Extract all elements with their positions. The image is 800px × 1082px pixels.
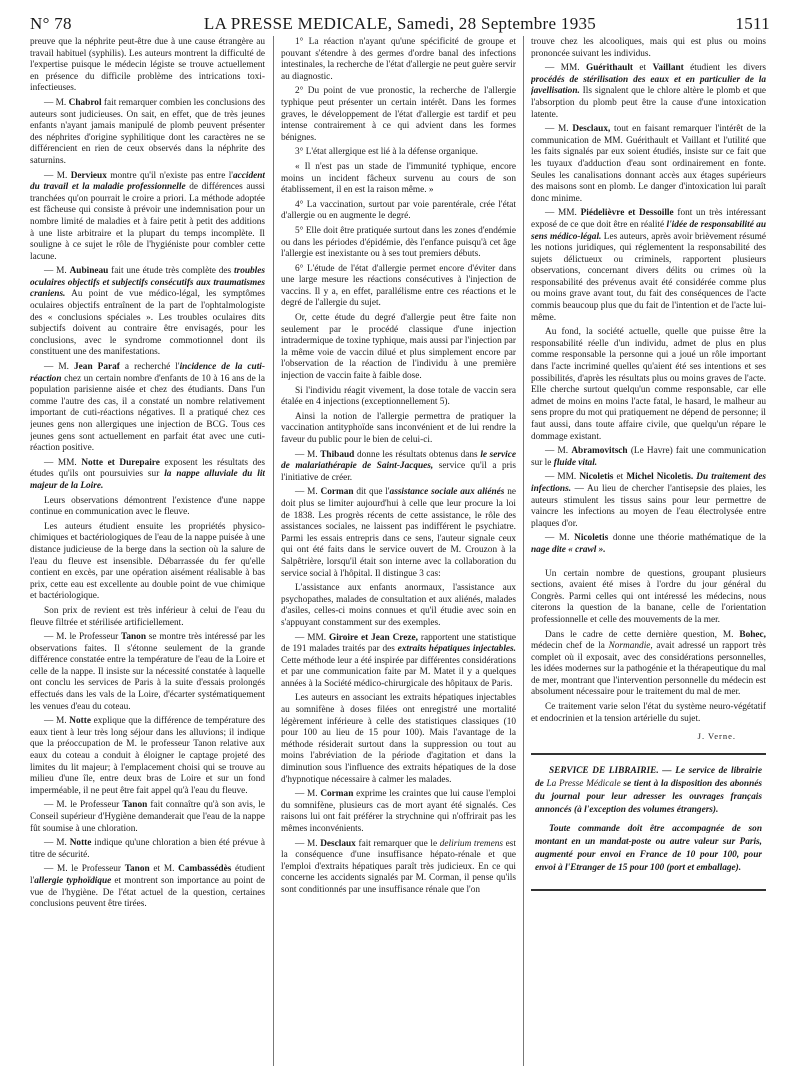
paragraph: Or, cette étude du degré d'allergie peut être faite non seulement par le procédé classique d'une injection intradermique de toxine typhique, mais aussi par l'injection par la même voie de vaccin dilué et plus simplement encore par l'observation de la réaction de l'individu à une première injection de vaccin faite à faible dose. — [281, 313, 516, 382]
author-name: Guérithault — [586, 63, 634, 74]
paragraph: — M. Desclaux, tout en faisant remarquer l'intérêt de la communication de MM. Guérithault et Vaillant et l'utilité que les faits signalés par eux soient étudiés, insiste sur ce fait que les tuyaux d'adduction d'eau sont ordinairement en fonte. Seules les canalisations donnant accès aux étages supérieurs des maisons sont en plomb. Le danger d'intoxication lui paraît donc minime. — [531, 124, 766, 204]
column-middle — [281, 37, 516, 1072]
author-name: Corman — [320, 789, 354, 800]
paragraph: — M. le Professeur Tanon et M. Cambassédès étudient l'allergie typhoïdique et montrent son importance au point de vue de l'hygiène. De l'état actuel de la question, certaines conclusions peuvent être tirées. — [30, 864, 265, 910]
topic-title: le service de malariathérapie de Saint-Jacques, — [281, 449, 516, 472]
paragraph: — MM. Giroire et Jean Creze, rapportent une statistique de 191 malades traités par des extraits hépatiques injectables. Cette méthode leur a été inspirée par différentes considérations et par une communication faite par M. Matet il y a quelques années à la Société médico-chirurgicale des hôpitaux de Paris. — [281, 632, 516, 689]
paragraph: Au fond, la société actuelle, quelle que puisse être la responsabilité réelle d'un individu, admet de plus en plus comme responsable la personne qui a joué un rôle important dans l'acte incriminé quelles qu'aient été ses intentions et ses possibilités, d'après les résultats plus ou moins graves de l'acte. Elle cherche surtout quelqu'un comme responsable, car elle admet de moins en moins l'acte fatal, le hasard, le malheur au sens propre du mot qui pratiquement ne dépend de personne; il faut aussi, dans toute affaire civile, que quelqu'un répare le dommage existant. — [531, 327, 766, 442]
author-name: Piédelièvre et Dessoille — [580, 208, 674, 219]
author-name: Aubineau — [69, 266, 109, 277]
author-name: Chabrol — [68, 97, 102, 108]
paragraph: Ainsi la notion de l'allergie permettra de pratiquer la vaccination antityphoïde sans inconvénient et de lui rendre la faveur du public pour le bien de celui-ci. — [281, 411, 516, 445]
author-name: Giroire et Jean Creze, — [328, 632, 418, 643]
notice-paragraph: SERVICE DE LIBRAIRIE. — Le service de librairie de La Presse Médicale se tient à la disposition des abonnés du journal pour leur adresser les ouvrages français annoncés (à l'exception des volumes étrangers). — [535, 765, 762, 815]
paragraph: — M. Thibaud donne les résultats obtenus dans le service de malariathérapie de Saint-Jacques, service qu'il a pris l'initiative de créer. — [281, 449, 516, 483]
topic-title: troubles oculaires objectifs et subjectifs consécutifs aux traumatismes craniens. — [30, 266, 265, 300]
paragraph: — M. Chabrol fait remarquer combien les conclusions des auteurs sont judicieuses. On sait, en effet, que de très jeunes enfants n'ayant jamais manipulé de plomb peuvent présenter des néphrites d'origine syphilitique dont les caractères ne se différencient en rien de ceux observés dans la néphrite des saturnins. — [30, 97, 265, 166]
author-name: Tanon — [124, 864, 150, 875]
topic-title: assistance sociale aux aliénés — [389, 487, 505, 498]
paragraph: 3° L'état allergique est lié à la défense organique. — [295, 147, 478, 158]
paragraph: 4° La vaccination, surtout par voie parentérale, crée l'état d'allergie ou en augmente le degré. — [281, 199, 516, 222]
author-name: Nicoletis — [574, 533, 609, 544]
paragraph: « Il n'est pas un stade de l'immunité typhique, encore moins un incident fâcheux survenu au cours de son établissement, il en est la raison même. » — [281, 161, 516, 196]
paragraph: — M. Aubineau fait une étude très complète des troubles oculaires objectifs et subjectifs consécutifs aux traumatismes craniens. Au point de vue médico-légal, les symptômes oculaires objectifs entraînent de la part de l'ophtalmologiste des « conclusions spéciales ». Les troubles oculaires dits subjectifs doivent au contraire être envisagés, pour les conclusions, avec le syndrome commotionnel dont ils constituent une des manifestations. — [30, 266, 265, 358]
paragraph: — M. Notte indique qu'une chloration a bien été prévue à titre de sécurité. — [30, 838, 265, 860]
paragraph: 2° Du point de vue pronostic, la recherche de l'allergie typhique peut présenter un certain intérêt. Dans les formes graves, le développement de l'état d'allergie est tardif et peu intense contrairement à ce qui advient dans les formes bénignes. — [281, 86, 516, 143]
author-name: Notte et Durepaire — [81, 457, 160, 468]
paragraph: Si l'individu réagit vivement, la dose totale de vaccin sera étalée en 4 injections (exceptionnellement 5). — [281, 385, 516, 408]
author-name: Corman — [320, 487, 354, 498]
paragraph: — M. Nicoletis donne une théorie mathématique de la nage dite « crawl ». — [531, 533, 766, 555]
paragraph: — M. Notte explique que la différence de température des eaux tient à leur très long séjour dans les alluvions; il indique que la préoccupation de M. le professeur Tanon relative aux eaux du coteau a conduit à éloigner le captage projeté des limites du lit majeur; à l'emplacement choisi qui se trouve au milieu d'une île, entre deux bras de Loire et sur un fond imperméable, il ne peut être fait appel qu'à l'eau du fleuve. — [30, 716, 265, 796]
paragraph: — M. Corman exprime les craintes que lui cause l'emploi du somnifène, plusieurs cas de mort ayant été signalés. Ces raisons lui ont fait préférer la strychnine qui n'offrirait pas les mêmes inconvénients. — [281, 789, 516, 834]
paragraph: trouve chez les alcooliques, mais qui est plus ou moins prononcée suivant les individus. — [531, 37, 766, 59]
author-name: Jean Paraf — [74, 362, 120, 373]
author-name: Cambassédès — [178, 864, 232, 875]
spacer — [531, 560, 766, 566]
paragraph: 6° L'étude de l'état d'allergie permet encore d'éviter dans une large mesure les réactions consécutives à l'injection de vaccins. Il y a, en effet, parallélisme entre ces réactions et le degré de l'allergie du sujet. — [281, 263, 516, 309]
author-name: Desclaux, — [572, 124, 611, 135]
topic-title: fluide vital. — [553, 457, 598, 468]
library-service-notice — [531, 753, 766, 891]
author-name: Notte — [69, 716, 91, 727]
column-divider — [273, 36, 274, 1066]
paragraph: Leurs observations démontrent l'existence d'une nappe continue en communication avec le fleuve. — [30, 495, 265, 518]
issue-number: N° 78 — [30, 14, 72, 33]
topic-title: incidence de la cuti-réaction — [30, 362, 265, 384]
paragraph: preuve que la néphrite peut-être due à une cause étrangère au travail habituel (syphilis). Les auteurs montrent la difficulté de l'expertise puisque le médecin légiste se trouve actuellement en présence du difficile problème des intrications toxi-infectieuses. — [30, 37, 265, 94]
paragraph: — MM. Notte et Durepaire exposent les résultats des études qu'ils ont poursuivies sur la nappe alluviale du lit majeur de la Loire. — [30, 457, 265, 491]
notice-paragraph: Toute commande doit être accompagnée de son montant en un mandat-poste ou autre valeur sur Paris, augmenté pour envoi en France de 10 pour 100, pour envoi à l'Etranger de 15 pour 100 (port et emballage). — [535, 823, 762, 873]
paragraph: Les auteurs en associant les extraits hépatiques injectables au somnifène à doses filées ont enregistré une mortalité légèrement inférieure à celle des statistiques classiques (10 pour 100 au lieu de 15 pour 100). Mais l'avantage de la méthode résiderait surtout dans la suppression ou tout au moins l'abréviation de la période d'agitation et dans la diminution sous l'influence des extraits hépatiques de la dose d'hypnotique nécessaire à calmer les malades. — [281, 693, 516, 785]
paragraph: Ce traitement varie selon l'état du système neuro-végétatif et endocrinien et la tension artérielle du sujet. — [531, 702, 766, 724]
paragraph: L'assistance aux enfants anormaux, l'assistance aux psychopathes, malades de consultation et aux aliénés, malades d'asiles, celles-ci moins connues et qu'il étudie avec soin en s'appuyant constamment sur des exemples. — [281, 583, 516, 628]
page-number: 1511 — [735, 14, 770, 33]
paragraph: — M. le Professeur Tanon se montre très intéressé par les observations faites. Il s'étonne seulement de la grande différence constatée entre la température de l'eau de la Loire et celle de la nappe. Il insiste sur la nécessité constatée à laquelle ont conclu les services de Paris à la suite d'essais prolongés effectués dans les vals de la Loire, d'écarter systématiquement les venues d'eau du coteau. — [30, 632, 265, 712]
paragraph: Un certain nombre de questions, groupant plusieurs sections, avaient été mises à l'ordre du jour général du Congrès. Parmi celles qui ont intéressé les médecins, nous citerons la question de la banane, celle de l'orientation professionnelle et celle des mouvements de la mer. — [531, 568, 766, 625]
topic-title: nage dite « crawl ». — [531, 544, 606, 555]
author-name: Michel Nicoletis. — [626, 472, 694, 483]
author-name: Tanon — [121, 632, 147, 643]
notice-heading: SERVICE DE LIBRAIRIE. — [549, 765, 659, 776]
topic-title: l'idée de responsabilité au sens médico-légal. — [531, 219, 766, 242]
author-name: Notte — [69, 838, 92, 849]
author-name: Desclaux — [320, 838, 356, 849]
paragraph: — MM. Guérithault et Vaillant étudient les divers procédés de stérilisation des eaux et en particulier de la javellisation. Ils signalent que le chlore altère le plomb et que l'absorption du plomb peut être la cause d'une intoxication latente. — [531, 63, 766, 120]
paragraph: — M. le Professeur Tanon fait connaître qu'à son avis, le Conseil supérieur d'Hygiène demanderait que l'eau de la nappe fût soumise à une chloration. — [30, 800, 265, 834]
author-name: Nicoletis — [579, 472, 614, 483]
paragraph: Son prix de revient est très inférieur à celui de l'eau du fleuve filtrée et stérilisée artificiellement. — [30, 605, 265, 628]
topic-title: procédés de stérilisation des eaux et en particulier de la javellisation. — [531, 74, 766, 97]
topic-title: allergie typhoïdique — [34, 875, 112, 886]
page-header — [30, 10, 770, 36]
author-name: Thibaud — [320, 449, 355, 460]
author-name: Bohec, — [739, 629, 766, 640]
paragraph: — M. Abramovitsch (Le Havre) fait une communication sur le fluide vital. — [531, 446, 766, 468]
author-name: Tanon — [122, 800, 148, 811]
paragraph: — M. Jean Paraf a recherché l'incidence de la cuti-réaction chez un certain nombre d'enfants de 10 à 16 ans de la population parisienne aisée et chez des étudiants. Dans l'un comme l'autre des cas, il a constaté un nombre relativement important de cuti-réactions négatives. Il a pratiqué chez ces jeunes gens non allergiques une injection de BCG. Tous ces jeunes gens sont actuellement en parfait état avec une cuti-réaction positive. — [30, 362, 265, 454]
paragraph: — MM. Piédelièvre et Dessoille font un très intéressant exposé de ce que doit être en réalité l'idée de responsabilité au sens médico-légal. Les auteurs, après avoir brièvement résumé les notions juridiques, qui réglementent la responsabilité des sujets délictueux ou criminels, rapportent plusieurs observations, concernant divers délits ou crimes où la responsabilité des prévenus avait été considérée comme plus ou moins grave avant tout, du fait des conséquences de l'acte commis beaucoup plus que du fait de l'intention et de l'acte lui-même. — [531, 208, 766, 323]
paragraph: — M. Corman dit que l'assistance sociale aux aliénés ne doit plus se limiter aujourd'hui à celle que leur procure la loi de 1838. Les progrès récents de cette assistance, le rôle des assistances sociales, ne laissent pas indifférent le psychiatre. Parmi les essais entrepris dans ce sens, l'auteur signale ceux qui ont été faits dans le service ouvert de M. Crouzon à la Salpêtrière, lorsqu'il était son interne avec la collaboration du service social à l'hôpital. Il distingue 3 cas: — [281, 487, 516, 579]
signature: J. Verne. — [697, 731, 736, 742]
paragraph: 1° La réaction n'ayant qu'une spécificité de groupe et pouvant s'étendre à des germes d'ordre banal des infections intestinales, la recherche de l'état d'allergie ne peut guère servir au diagnostic. — [281, 37, 516, 82]
paragraph: — M. Dervieux montre qu'il n'existe pas entre l'accident du travail et la maladie professionnelle de différences aussi tranchées qu'on pourrait le croire a priori. La méthode adoptée est fâcheuse qui consiste à prévoir une indemnisation pour un nombre limité de maladies et à faire petit à petit des additions à une liste arbitraire et la plupart du temps incomplète. Il souligne à ce sujet le rôle de l'hygiéniste pour combler cette lacune. — [30, 170, 265, 262]
author-name: Dervieux — [70, 170, 107, 181]
column-divider — [523, 36, 524, 1066]
author-name: Abramovitsch — [571, 446, 628, 457]
paragraph: Les auteurs étudient ensuite les propriétés physico-chimiques et bactériologiques de l'eau de la nappe puisée à une distance judicieuse de la berge dans la section où la salure de l'eau du fleuve est insensible. Débarrassée du fer qu'elle contient en excès, par une opération aisément réalisable à bas prix, cette eau est excellente au double point de vue chimique et bactériologique. — [30, 521, 265, 602]
topic-title: la nappe alluviale du lit majeur de la Loire. — [30, 469, 265, 491]
topic-title: Du traitement des infections. — [531, 472, 766, 494]
paragraph: Dans le cadre de cette dernière question, M. Bohec, médecin chef de la Normandie, avait adressé un rapport très complet où il exposait, avec des considérations personnelles, les idées modernes sur la pathogénie et la thérapeutique du mal de mer, montrant que l'intervention personnelle du médecin est absolument nécessaire pour le traitement du mal de mer. — [531, 629, 766, 698]
author-name: Vaillant — [652, 63, 684, 74]
journal-title: LA PRESSE MEDICALE, Samedi, 28 Septembre 1935 — [203, 14, 597, 33]
column-right — [531, 37, 766, 1072]
topic-title: extraits hépatiques injectables. — [397, 644, 516, 655]
paragraph: — MM. Nicoletis et Michel Nicoletis. Du traitement des infections. — Au lieu de chercher l'antisepsie des plaies, les auteurs stimulent les tissus sains pour leur permettre de vaincre les infections au moyen de l'eau électrolysée entre plaques d'or. — [531, 472, 766, 529]
topic-title: accident du travail et la maladie professionnelle — [30, 170, 265, 193]
paragraph: 5° Elle doit être pratiquée surtout dans les zones d'endémie ou dans les périodes d'épidémie, dès l'enfance puisqu'à cet âge l'allergie est inexistante ou à ses tout premiers débuts. — [281, 225, 516, 260]
column-left — [30, 37, 265, 1072]
paragraph: — M. Desclaux fait remarquer que le delirium tremens est la conséquence d'une insuffisance hépato-rénale et que l'emploi d'extraits hépatiques paraît très judicieux. En ce qui concerne les accidents signalés par M. Corman, il pense qu'ils sont conditionnés par une insuffisance rénale que l'on — [281, 838, 516, 895]
